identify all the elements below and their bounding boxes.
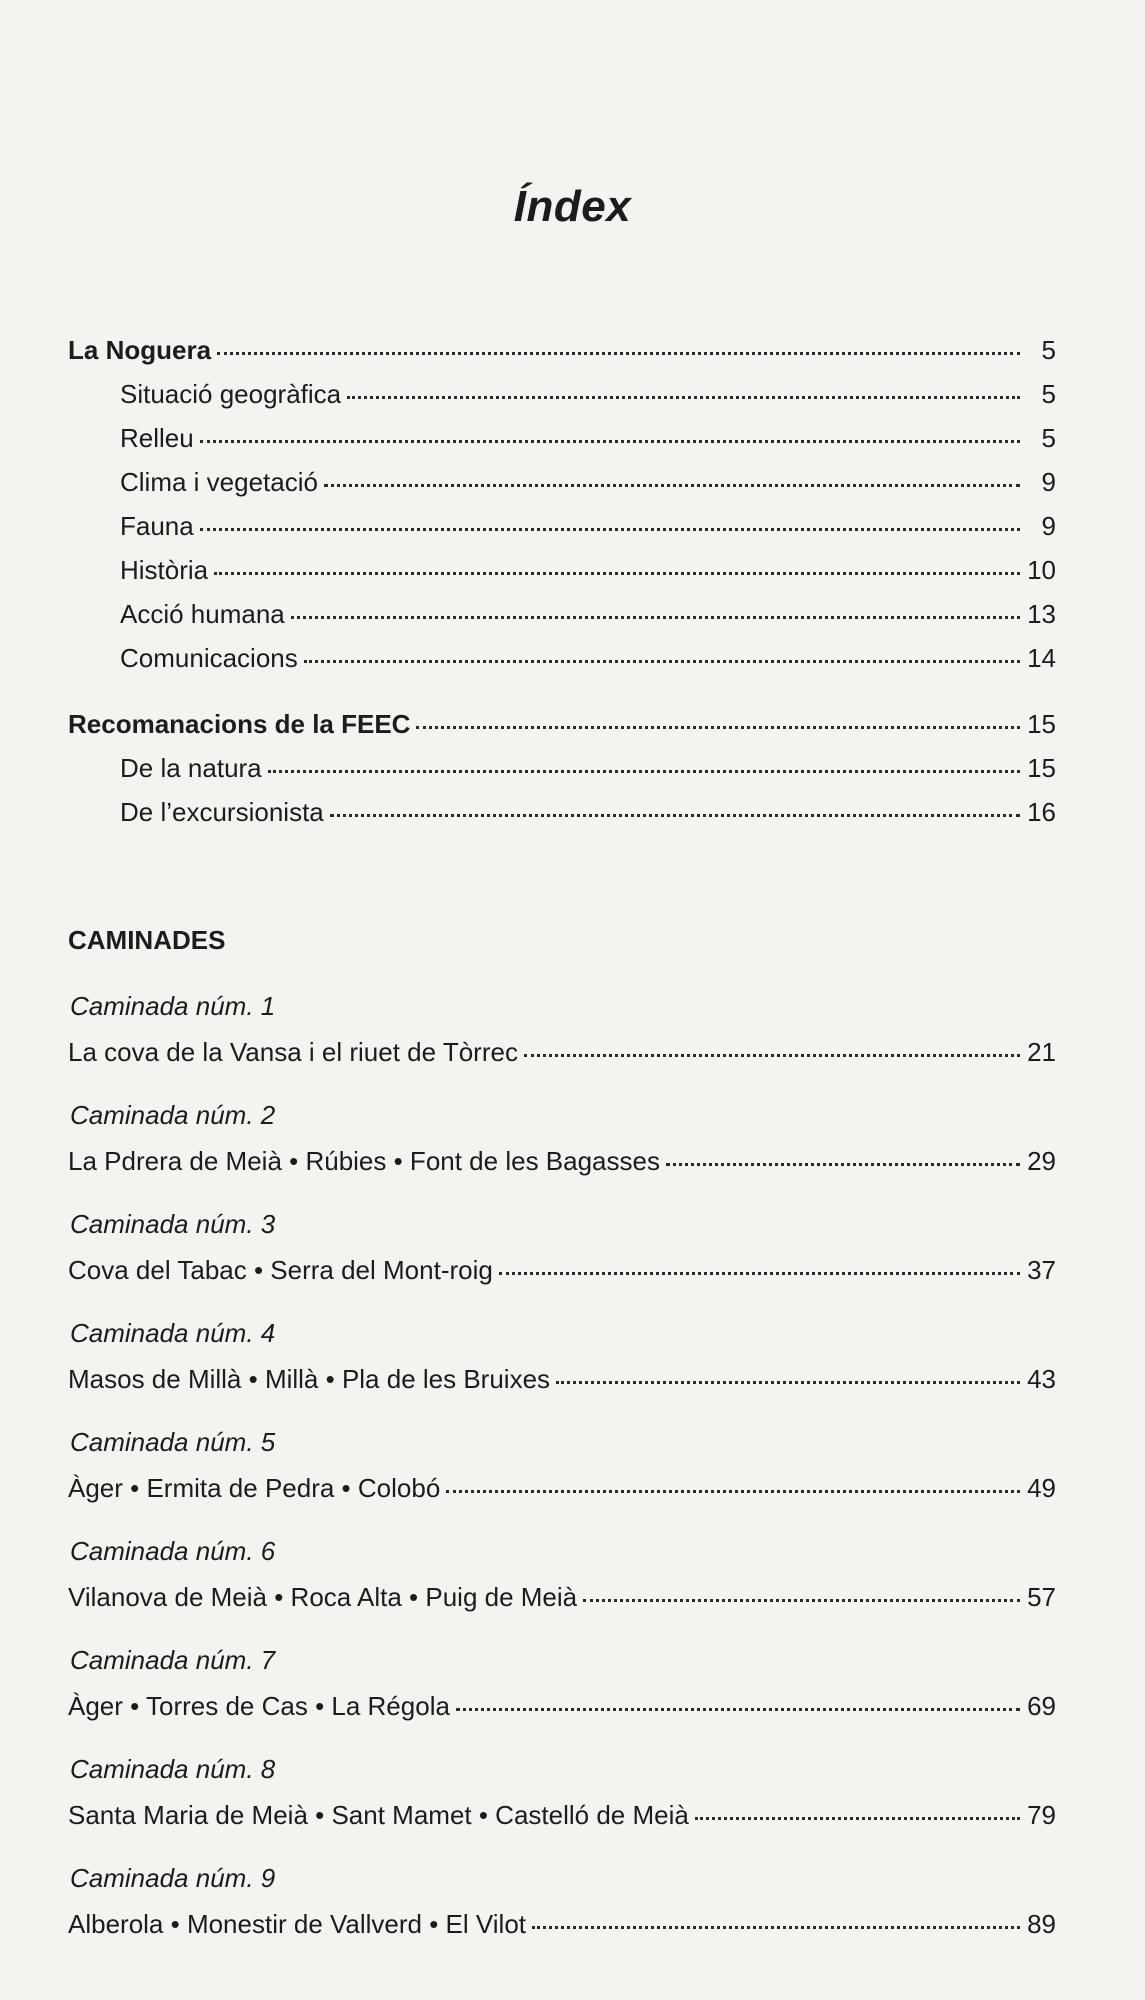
toc-page-number: 69: [1027, 1691, 1056, 1721]
toc-entry-label: Història: [120, 555, 209, 585]
dot-leader: [268, 746, 1020, 773]
dot-leader: [532, 1902, 1020, 1929]
toc-page-number: 37: [1027, 1255, 1056, 1285]
toc-entry-label: Cova del Tabac • Serra del Mont-roig: [68, 1255, 493, 1285]
toc-entry-label: De la natura: [120, 753, 262, 783]
toc-walk-entry[interactable]: [68, 1252, 1056, 1284]
toc-page-number: 9: [1041, 467, 1056, 497]
toc-page-number: 5: [1041, 335, 1056, 365]
toc-entry[interactable]: [120, 464, 1056, 496]
page-title: Índex: [513, 182, 632, 231]
toc-entry-label: Acció humana: [120, 599, 285, 629]
dot-leader: [556, 1357, 1020, 1384]
toc-page-number: 9: [1041, 511, 1056, 541]
toc-walk-entry[interactable]: [68, 1143, 1056, 1175]
dot-leader: [324, 460, 1020, 487]
dot-leader: [524, 1030, 1020, 1057]
toc-walk-entry[interactable]: [68, 1906, 1056, 1938]
toc-page-number: 57: [1027, 1582, 1056, 1612]
toc-entry-label: Santa Maria de Meià • Sant Mamet • Castelló de Meià: [68, 1800, 689, 1830]
dot-leader: [456, 1684, 1020, 1711]
toc-page-number: 43: [1027, 1364, 1056, 1394]
walk-number: Caminada núm. 8: [70, 1754, 276, 1784]
walk-number: Caminada núm. 4: [70, 1318, 276, 1348]
walk-number: Caminada núm. 1: [70, 991, 276, 1021]
dot-leader: [330, 790, 1020, 817]
toc-entry[interactable]: [120, 750, 1056, 782]
toc-entry-label: Clima i vegetació: [120, 467, 318, 497]
toc-walk-entry[interactable]: [68, 1688, 1056, 1720]
dot-leader: [666, 1139, 1020, 1166]
toc-entry[interactable]: [120, 420, 1056, 452]
toc-entry[interactable]: [120, 794, 1056, 826]
toc-entry-label: Alberola • Monestir de Vallverd • El Vilot: [68, 1909, 527, 1939]
toc-entry-label: La cova de la Vansa i el riuet de Tòrrec: [68, 1037, 518, 1067]
toc-page-number: 29: [1027, 1146, 1056, 1176]
toc-entry[interactable]: [120, 376, 1056, 408]
toc-page-number: 13: [1027, 599, 1056, 629]
walk-number: Caminada núm. 3: [70, 1209, 276, 1239]
toc-walk-entry[interactable]: [68, 1797, 1056, 1829]
dot-leader: [200, 504, 1020, 531]
dot-leader: [446, 1466, 1020, 1493]
toc-entry-label: Àger • Ermita de Pedra • Colobó: [68, 1473, 441, 1503]
toc-walk-entry[interactable]: [68, 1361, 1056, 1393]
toc-page-number: 21: [1027, 1037, 1056, 1067]
dot-leader: [304, 636, 1020, 663]
toc-entry-label: La Pdrera de Meià • Rúbies • Font de les Bagasses: [68, 1146, 660, 1176]
toc-entry-label: Comunicacions: [120, 643, 298, 673]
walk-number: Caminada núm. 9: [70, 1863, 276, 1893]
toc-page-number: 14: [1027, 643, 1056, 673]
toc-walk-entry[interactable]: [68, 1470, 1056, 1502]
toc-entry-label: La Noguera: [68, 335, 212, 365]
toc-entry-label: Masos de Millà • Millà • Pla de les Bruixes: [68, 1364, 551, 1394]
toc-page-number: 89: [1027, 1909, 1056, 1939]
dot-leader: [583, 1575, 1020, 1602]
walk-number: Caminada núm. 2: [70, 1100, 276, 1130]
toc-page-number: 79: [1027, 1800, 1056, 1830]
toc-entry[interactable]: [120, 508, 1056, 540]
toc-walk-entry[interactable]: [68, 1034, 1056, 1066]
dot-leader: [416, 702, 1020, 729]
toc-page-number: 49: [1027, 1473, 1056, 1503]
toc-page-number: 15: [1027, 753, 1056, 783]
toc-page-number: 10: [1027, 555, 1056, 585]
toc-entry-label: Relleu: [120, 423, 194, 453]
walk-number: Caminada núm. 6: [70, 1536, 276, 1566]
toc-entry[interactable]: [120, 640, 1056, 672]
toc-entry-label: De l’excursionista: [120, 797, 324, 827]
toc-page-number: 5: [1041, 379, 1056, 409]
toc-walk-entry[interactable]: [68, 1579, 1056, 1611]
toc-entry-label: Àger • Torres de Cas • La Régola: [68, 1691, 450, 1721]
toc-entry-feec[interactable]: [68, 706, 1056, 738]
dot-leader: [214, 548, 1020, 575]
dot-leader: [291, 592, 1020, 619]
section-heading-caminades: CAMINADES: [68, 925, 226, 955]
toc-page-number: 5: [1041, 423, 1056, 453]
dot-leader: [347, 372, 1020, 399]
dot-leader: [695, 1793, 1020, 1820]
toc-entry-la-noguera[interactable]: [68, 332, 1056, 364]
walk-number: Caminada núm. 7: [70, 1645, 276, 1675]
toc-entry-label: Vilanova de Meià • Roca Alta • Puig de Meià: [68, 1582, 578, 1612]
toc-entry-label: Recomanacions de la FEEC: [68, 709, 411, 739]
toc-entry[interactable]: [120, 552, 1056, 584]
dot-leader: [499, 1248, 1020, 1275]
toc-entry-label: Fauna: [120, 511, 194, 541]
toc-entry[interactable]: [120, 596, 1056, 628]
dot-leader: [200, 416, 1020, 443]
walk-number: Caminada núm. 5: [70, 1427, 276, 1457]
toc-page-number: 15: [1027, 709, 1056, 739]
toc-page-number: 16: [1027, 797, 1056, 827]
toc-entry-label: Situació geogràfica: [120, 379, 342, 409]
dot-leader: [217, 328, 1020, 355]
